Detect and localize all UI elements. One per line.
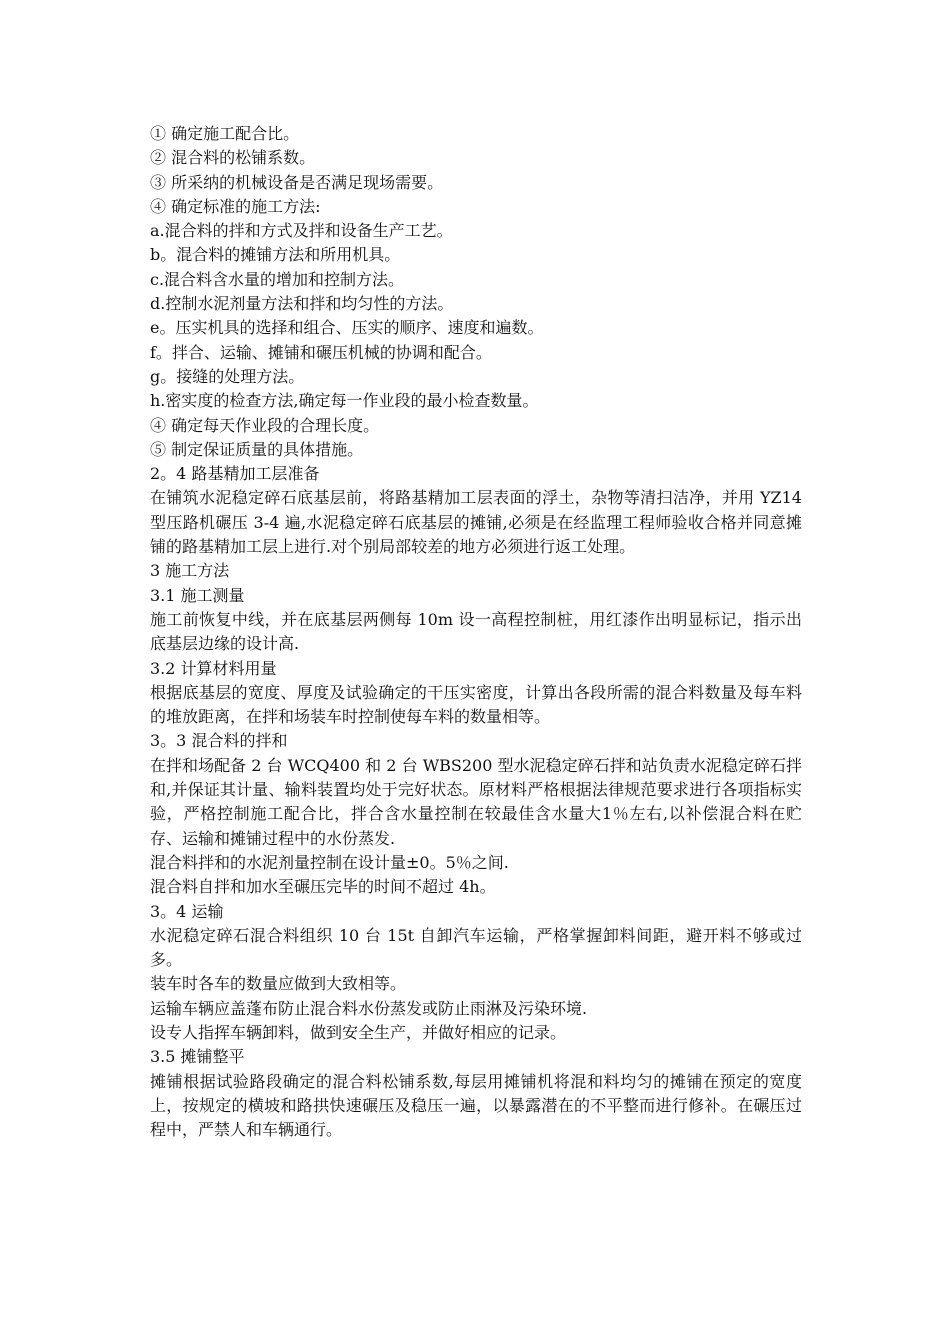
paragraph-transport: 水泥稳定碎石混合料组织 10 台 15t 自卸汽车运输，严格掌握卸料间距，避开料不够或过多。: [150, 925, 802, 970]
paragraph-cement-dosage: 混合料拌和的水泥剂量控制在设计量±0。5％之间.: [150, 852, 509, 872]
list-item: d.控制水泥剂量方法和拌和均匀性的方法。: [150, 294, 454, 314]
paragraph-survey: 施工前恢复中线，并在底基层两侧每 10m 设一高程控制桩，用红漆作出明显标记，指示出底基层边缘的设计高.: [150, 609, 802, 654]
paragraph-loading: 装车时各车的数量应做到大致相等。: [150, 974, 407, 994]
list-item: a.混合料的拌和方式及拌和设备生产工艺。: [150, 221, 453, 241]
list-item: g。接缝的处理方法。: [150, 366, 305, 386]
list-item: ③ 所采纳的机械设备是否满足现场需要。: [150, 172, 444, 192]
list-item: ④ 确定标准的施工方法:: [150, 196, 321, 216]
paragraph-mixing: 在拌和场配备 2 台 WCQ400 和 2 台 WBS200 型水泥稳定碎石拌和站负责水泥稳定碎石拌和,并保证其计量、输料装置均处于完好状态。原材料严格根据法律规范要求进行各项指标实验，严格控制施工配合比，拌合含水量控制在较最佳含水量大1％左右,以补偿混合料在贮存、运输和摊铺过程中的水份蒸发.: [150, 755, 802, 848]
paragraph-mixing-time: 混合料自拌和加水至碾压完毕的时间不超过 4h。: [150, 877, 496, 897]
list-item: c.混合料含水量的增加和控制方法。: [150, 269, 405, 289]
section-heading-transport: 3。4 运输: [150, 901, 224, 921]
section-heading-subgrade: 2。4 路基精加工层准备: [150, 464, 320, 484]
section-heading-method: 3 施工方法: [150, 561, 230, 581]
list-item: b。混合料的摊铺方法和所用机具。: [150, 245, 401, 265]
list-item: f。拌合、运输、摊铺和碾压机械的协调和配合。: [150, 342, 492, 362]
paragraph-subgrade: 在铺筑水泥稳定碎石底基层前，将路基精加工层表面的浮土，杂物等清扫洁净，并用 YZ14 型压路机碾压 3-4 遍,水泥稳定碎石底基层的摊铺,必须是在经监理工程师验收合格并同意摊铺的路基精加工层上进行.对个别局部较差的地方必须进行返工处理。: [150, 488, 802, 557]
section-heading-material: 3.2 计算材料用量: [150, 658, 277, 678]
section-heading-survey: 3.1 施工测量: [150, 585, 245, 605]
section-heading-paving: 3.5 摊铺整平: [150, 1047, 245, 1067]
paragraph-command: 设专人指挥车辆卸料，做到安全生产，并做好相应的记录。: [150, 1022, 567, 1042]
paragraph-cover: 运输车辆应盖蓬布防止混合料水份蒸发或防止雨淋及污染环境.: [150, 998, 588, 1018]
list-item: ④ 确定每天作业段的合理长度。: [150, 415, 380, 435]
list-item: ⑤ 制定保证质量的具体措施。: [150, 439, 364, 459]
paragraph-material: 根据底基层的宽度、厚度及试验确定的干压实密度，计算出各段所需的混合料数量及每车料的堆放距离，在拌和场装车时控制使每车料的数量相等。: [150, 682, 802, 727]
paragraph-paving: 摊铺根据试验路段确定的混合料松铺系数,每层用摊铺机将混和料均匀的摊铺在预定的宽度上，按规定的横坡和路拱快速碾压及稳压一遍，以暴露潜在的不平整而进行修补。在碾压过程中，严禁人和车辆通行。: [150, 1071, 802, 1140]
section-heading-mixing: 3。3 混合料的拌和: [150, 731, 288, 751]
list-item: ② 混合料的松铺系数。: [150, 148, 316, 168]
list-item: e。压实机具的选择和组合、压实的顺序、速度和遍数。: [150, 318, 544, 338]
list-item: ① 确定施工配合比。: [150, 124, 300, 143]
list-item: h.密实度的检查方法,确定每一作业段的最小检查数量。: [150, 391, 539, 411]
